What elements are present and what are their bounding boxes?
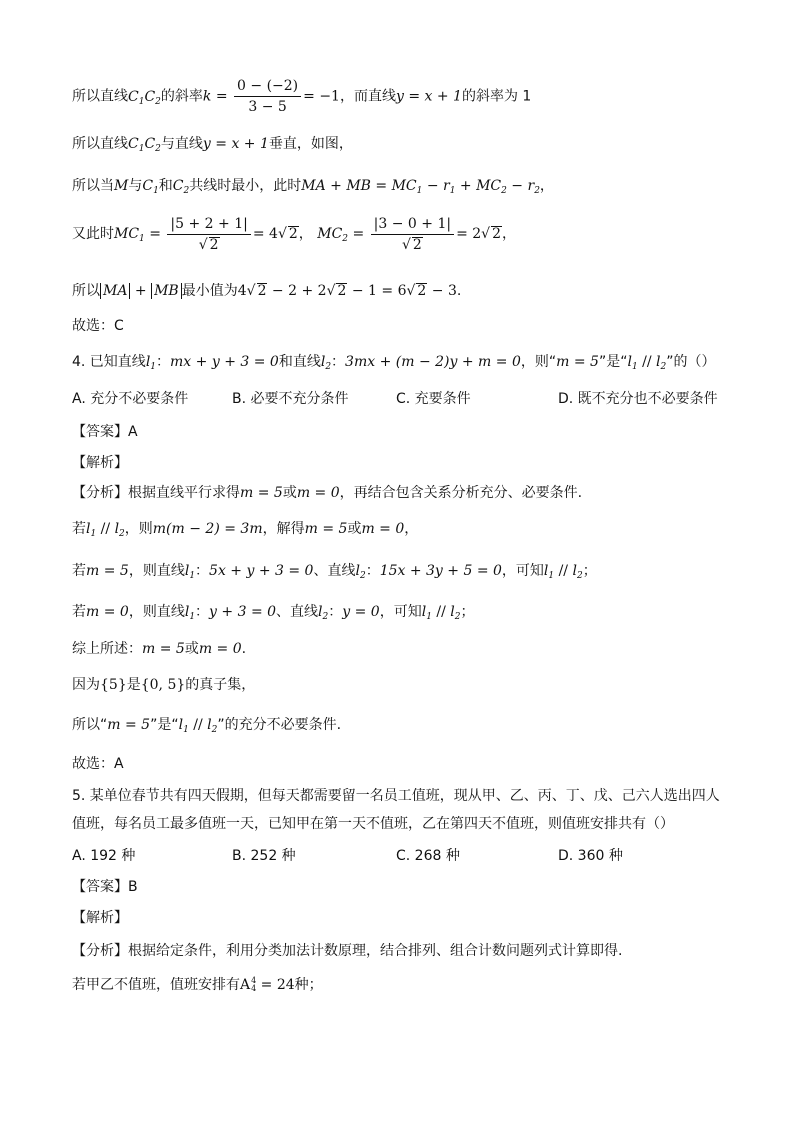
question-4: 4. 已知直线$l_1$：mx + y + 3 = 0和直线$l_2$：3mx + (m − 2)y + m = 0，则“m = 5”是“$l_1 // l_2$”的（） [72, 354, 716, 372]
option-c: C. 268 种 [396, 848, 460, 864]
option-d: D. 既不充分也不必要条件 [558, 391, 718, 407]
option-b: B. 必要不充分条件 [232, 391, 349, 407]
option-b: B. 252 种 [232, 848, 296, 864]
slope-fraction: $\frac{0 - (-2)}{3 - 5}$ [234, 78, 301, 115]
analysis-4-summary: 【分析】根据直线平行求得m = 5或m = 0，再结合包含关系分析充分、必要条件. [72, 485, 583, 501]
distance-fraction-2: $\frac{|3 - 0 + 1|}{√ 2}$ [371, 216, 454, 253]
line-collinear: 所以当M与$C_1$和$C_2$共线时最小，此时MA + MB = $MC_1 - r_1 + MC_2 - r_2$， [72, 178, 554, 196]
analysis-5-heading: 【解析】 [72, 910, 128, 926]
question-5-line-1: 5. 某单位春节共有四天假期，但每天都需要留一名员工值班，现从甲、乙、丙、丁、戊、己六人选出四人 [72, 788, 720, 804]
solution-line-4: 综上所述：m = 5或m = 0. [72, 641, 247, 657]
option-c: C. 充要条件 [396, 391, 471, 407]
option-a: A. 充分不必要条件 [72, 391, 189, 407]
solution-line-6: 所以“m = 5”是“$l_1 // l_2$”的充分不必要条件. [72, 717, 342, 735]
answer-choice-4: 故选：A [72, 756, 124, 772]
analysis-5-summary: 【分析】根据给定条件，利用分类加法计数原理，结合排列、组合计数问题列式计算即得. [72, 943, 623, 959]
solution-line-3: 若m = 0，则直线$l_1$：y + 3 = 0、直线$l_2$：y = 0，可知$l_1 // l_2$； [72, 604, 475, 622]
line-distances: 又此时$MC_1$ = $\frac{|5 + 2 + 1|}{√ 2}$ = 4√ 2， $MC_2$ = $\frac{|3 - 0 + 1|}{√ 2}$ = 2√ 2， [72, 215, 517, 253]
solution-line-2: 若m = 5，则直线$l_1$：5x + y + 3 = 0、直线$l_2$：15x + 3y + 5 = 0，可知$l_1 // l_2$； [72, 563, 597, 581]
analysis-4-heading: 【解析】 [72, 455, 128, 471]
line-slope-c1c2: 所以直线$C_1C_2$的斜率k = $\frac{0 - (-2)}{3 - 5}$ = −1，而直线y = x + 1的斜率为 1 [72, 78, 532, 115]
c1c2: $C_1C_2$ [128, 88, 161, 107]
option-d: D. 360 种 [558, 848, 623, 864]
line-perpendicular: 所以直线$C_1C_2$与直线y = x + 1垂直，如图， [72, 136, 353, 154]
question-5-line-2: 值班，每名员工最多值班一天，已知甲在第一天不值班，乙在第四天不值班，则值班安排共有（） [72, 816, 674, 832]
solution-line-5: 因为{5}是{0, 5}的真子集， [72, 677, 256, 693]
distance-fraction-1: $\frac{|5 + 2 + 1|}{√ 2}$ [167, 216, 250, 253]
answer-5: 【答案】B [72, 879, 138, 895]
answer-choice-3: 故选：C [72, 318, 124, 334]
solution-5-line-1: 若甲乙不值班，值班安排有A 4 4 = 24种； [72, 976, 323, 993]
answer-4: 【答案】A [72, 424, 138, 440]
option-a: A. 192 种 [72, 848, 136, 864]
line-minimum: 所以 MA + MB 最小值为4√ 2 − 2 + 2√ 2 − 1 = 6√ 2 − 3. [72, 283, 462, 299]
solution-line-1: 若$l_1 // l_2$，则m(m − 2) = 3m，解得m = 5或m = 0， [72, 521, 419, 539]
